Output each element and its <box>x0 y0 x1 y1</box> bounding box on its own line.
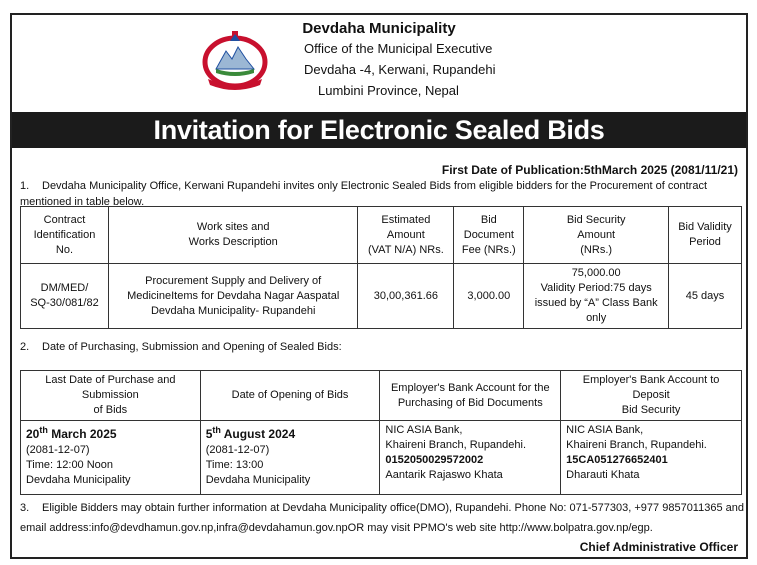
header-bid-validity: Bid Validity Period <box>669 207 742 264</box>
paragraph-3-number: 3. <box>20 502 30 514</box>
header-bid-security: Bid Security Amount (NRs.) <box>524 207 669 264</box>
paragraph-1-number: 1. <box>20 180 30 192</box>
header-opening-date: Date of Opening of Bids <box>200 371 380 421</box>
header-security-account: Employer's Bank Account to Deposit Bid Security <box>561 371 742 421</box>
header-estimated-amount: Estimated Amount (VAT N/A) NRs. <box>358 207 454 264</box>
header-purchase-account: Employer's Bank Account for the Purchasing of Bid Documents <box>380 371 561 421</box>
paragraph-3 <box>20 498 744 538</box>
cell-security-account: NIC ASIA Bank, Khaireni Branch, Rupandehi. 15CA051276652401 Dharauti Khata <box>561 421 742 495</box>
dates-table <box>20 370 742 495</box>
paragraph-2-text: Date of Purchasing, Submission and Opening of Sealed Bids: <box>42 341 342 353</box>
header-text <box>294 19 594 101</box>
table-row <box>21 264 742 329</box>
paragraph-2-number: 2. <box>20 341 30 353</box>
paragraph-1-text: Devdaha Municipality Office, Kerwani Rupandehi invites only Electronic Sealed Bids from eligible bidders for the Procurement of contract mentioned in table below. <box>20 180 708 208</box>
dates-table-header <box>21 371 742 421</box>
header-last-date: Last Date of Purchase and Submission of Bids <box>21 371 201 421</box>
cell-bid-security: 75,000.00 Validity Period:75 days issued by “A” Class Bank only <box>524 264 669 329</box>
paragraph-3-text: Eligible Bidders may obtain further information at Devdaha Municipality office(DMO), Rupandehi. Phone No: 071-577303, +977 9857011365 and email address:info@devdhamun.gov.np,infra@devdahamun.gov.npOR may visit PPMO's web site http://www.bolpatra.gov.np/egp. <box>20 502 744 534</box>
cell-description: Procurement Supply and Delivery of MedicineItems for Devdaha Nagar Aaspatal Devdaha Municipality- Rupandehi <box>108 264 357 329</box>
org-name: Devdaha Municipality <box>302 20 456 37</box>
cell-opening-date: 5th August 2024 (2081-12-07) Time: 13:00 Devdaha Municipality <box>200 421 380 495</box>
office-province: Lumbini Province, Nepal <box>318 83 459 98</box>
notice-frame <box>10 13 748 559</box>
cell-purchase-account: NIC ASIA Bank, Khaireni Branch, Rupandehi. 0152050029572002 Aantarik Rajaswo Khata <box>380 421 561 495</box>
header-contract-id: Contract Identification No. <box>21 207 109 264</box>
office-name: Office of the Municipal Executive <box>304 41 493 56</box>
contract-table <box>20 206 742 329</box>
cell-contract-id: DM/MED/ SQ-30/081/82 <box>21 264 109 329</box>
table-row <box>21 421 742 495</box>
paragraph-2 <box>20 339 342 355</box>
banner-title: Invitation for Electronic Sealed Bids <box>12 112 746 148</box>
header-work-description: Work sites and Works Description <box>108 207 357 264</box>
nepal-emblem-icon <box>200 29 270 91</box>
office-address: Devdaha -4, Kerwani, Rupandehi <box>304 62 496 77</box>
cell-estimated-amount: 30,00,361.66 <box>358 264 454 329</box>
publication-date: First Date of Publication:5thMarch 2025 (2081/11/21) <box>441 163 738 177</box>
cell-last-date: 20th March 2025 (2081-12-07) Time: 12:00 Noon Devdaha Municipality <box>21 421 201 495</box>
cell-doc-fee: 3,000.00 <box>454 264 524 329</box>
contract-table-header <box>21 207 742 264</box>
cell-validity: 45 days <box>669 264 742 329</box>
header-doc-fee: Bid Document Fee (NRs.) <box>454 207 524 264</box>
header <box>12 15 746 107</box>
signoff: Chief Administrative Officer <box>579 540 738 554</box>
